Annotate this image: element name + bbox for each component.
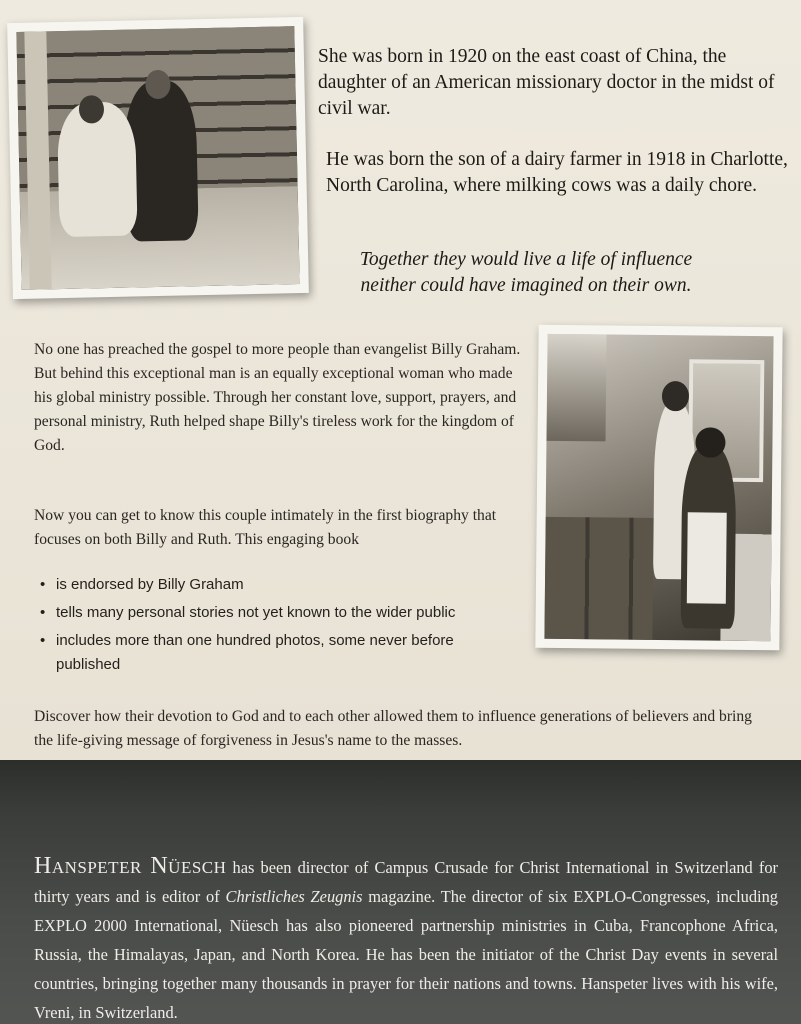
- list-item: • tells many personal stories not yet known to the wider public: [40, 601, 520, 625]
- body-paragraph-2: Now you can get to know this couple intimately in the first biography that focuses on both Billy and Ruth. This engaging book: [34, 507, 497, 548]
- intro-his-birth: He was born the son of a dairy farmer in 1918 in Charlotte, North Carolina, where milking cows was a daily chore.: [326, 149, 788, 196]
- body-paragraph-1: No one has preached the gospel to more people than evangelist Billy Graham. But behind this exceptional man is an equally exceptional woman who made his global ministry possible. Through her constant love, support, prayers, and personal ministry, Ruth helped shape Billy's tireless work for the kingdom of God.: [34, 341, 521, 454]
- magazine-title: Christliches Zeugnis: [225, 887, 363, 906]
- body-paragraph-3: Discover how their devotion to God and to each other allowed them to influence generations of believers and bring the life-giving message of forgiveness in Jesus's name to the masses.: [34, 708, 752, 749]
- author-bio-text-a: has been director of Campus Crusade for Christ International in Switzerland for thirty years and is editor of: [34, 858, 778, 906]
- author-bio-text-b: magazine. The director of six EXPLO-Congresses, including EXPLO 2000 International, Nüesch has also pioneered partnership ministries in Cuba, Francophone Africa, Russia, the Himalayas, Japan, and North Korea. He has been the initiator of the Christ Day events in several countries, bringing together many thousands in prayer for their nations and towns. Hanspeter lives with his wife, Vreni, in Switzerland.: [34, 887, 779, 1022]
- author-bio: [34, 852, 778, 1024]
- couple-photo: [7, 17, 309, 299]
- book-features-list: [40, 573, 520, 681]
- kitchen-photo: [535, 325, 782, 651]
- intro-her-birth: She was born in 1920 on the east coast of China, the daughter of an American missionary doctor in the midst of civil war.: [318, 46, 775, 119]
- list-item: • includes more than one hundred photos, some never before published: [40, 629, 520, 677]
- author-name: Hanspeter Nüesch: [34, 853, 227, 879]
- intro-tagline: Together they would live a life of influence neither could have imagined on their own.: [359, 249, 693, 296]
- list-item: • is endorsed by Billy Graham: [40, 573, 520, 597]
- couple-photo-image: [16, 26, 299, 290]
- kitchen-photo-image: [544, 334, 773, 641]
